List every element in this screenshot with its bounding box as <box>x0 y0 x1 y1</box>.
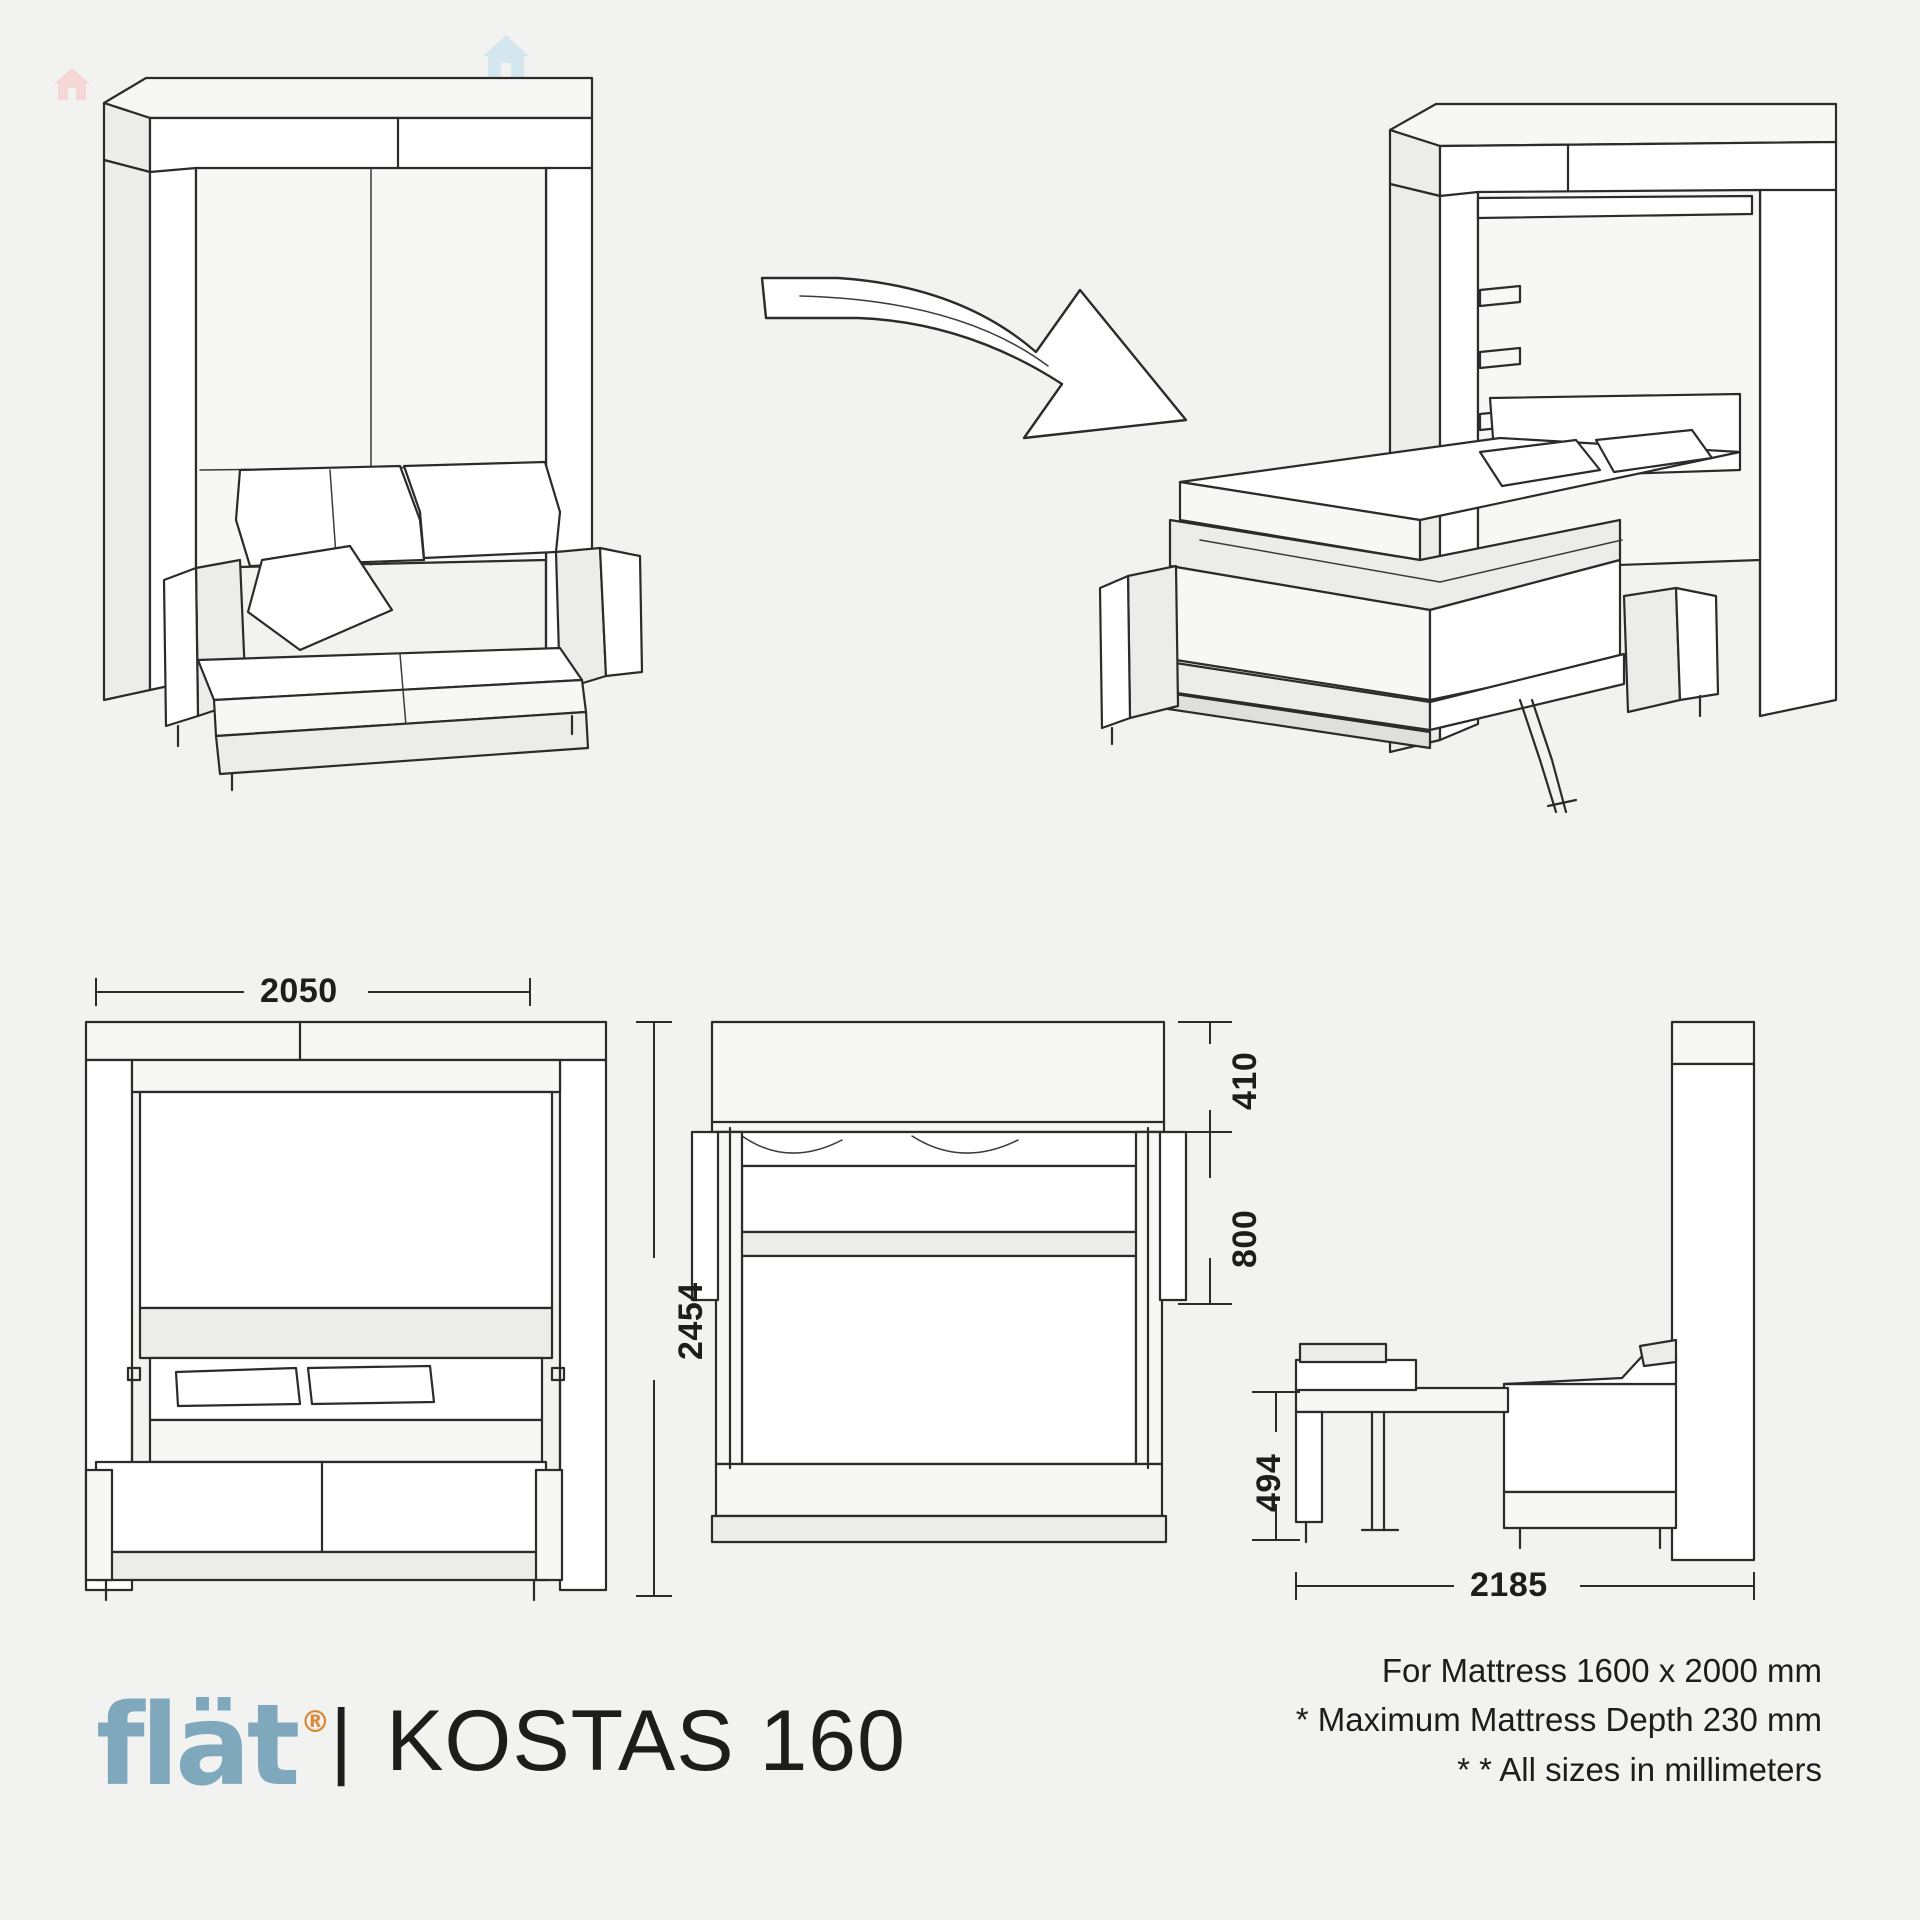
view-front-elevation <box>86 978 672 1600</box>
note-mattress-depth: * Maximum Mattress Depth 230 mm <box>1295 1701 1822 1738</box>
view-top-plan <box>692 1022 1232 1542</box>
transform-arrow <box>762 278 1186 438</box>
dimension-depth-cabinet-top: 410 <box>1226 1051 1264 1110</box>
product-model-name: KOSTAS 160 <box>386 1693 906 1789</box>
brand-logo-text: flät <box>96 1680 297 1811</box>
brand-separator: | <box>330 1692 353 1786</box>
spec-notes <box>1296 1646 1822 1795</box>
note-mattress-size: For Mattress 1600 x 2000 mm <box>1381 1651 1822 1689</box>
note-units: * * All sizes in millimeters <box>1457 1750 1822 1788</box>
dimension-height-sofa-side: 494 <box>1250 1453 1288 1512</box>
dimension-height-front: 2454 <box>672 1282 710 1360</box>
dimension-depth-open-total: 2185 <box>1470 1566 1548 1604</box>
dimension-width-front: 2050 <box>260 972 338 1010</box>
view-perspective-sofa-closed <box>104 78 642 790</box>
brand-logo <box>96 1680 331 1811</box>
view-perspective-bed-open <box>1100 104 1836 812</box>
brand-footer <box>96 1680 906 1811</box>
dimension-depth-bed-open: 800 <box>1226 1209 1264 1268</box>
view-side-elevation <box>1252 1022 1754 1600</box>
registered-mark: ® <box>300 1704 331 1740</box>
